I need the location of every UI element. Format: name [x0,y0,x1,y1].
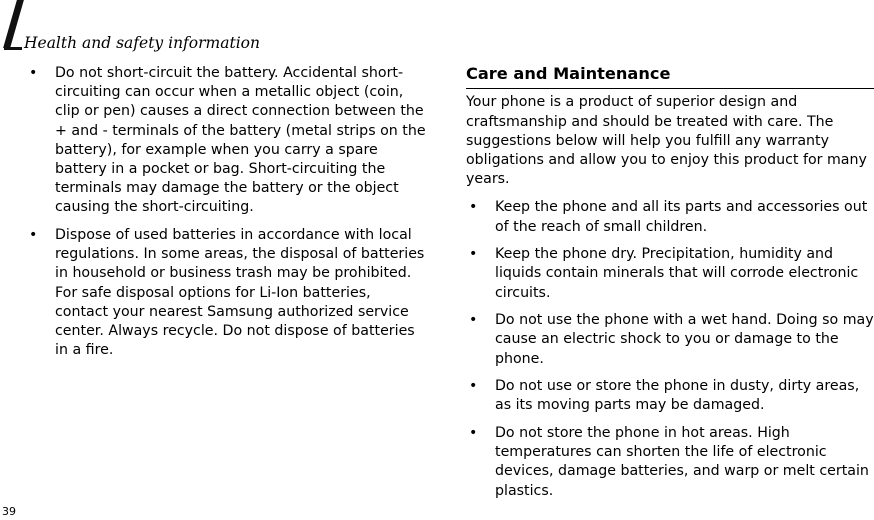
bullet-glyph: • [469,199,478,216]
bullet-glyph: • [29,227,38,244]
list-item [26,64,426,218]
list-item-text: Do not short-circuit the battery. Accidental short-circuiting can occur when a metallic object (coin, clip or pen) causes a direct connection between the + and - terminals of the battery (metal strips on the battery), for example when you carry a spare battery in a pocket or bag. Short-circuiting the terminals may damage the battery or the object causing the short-circuiting. [55,65,426,216]
section-title: Care and Maintenance [466,64,874,89]
bullet-glyph: • [29,65,38,81]
list-item [26,226,426,360]
list-item-text: Keep the phone and all its parts and accessories out of the reach of small children. [495,199,868,235]
list-item-text: Dispose of used batteries in accordance with local regulations. In some areas, the disposal of batteries in household or business trash may be prohibited. For safe disposal options for Li-Ion batteries, contact your nearest Samsung authorized service center. Always recycle. Do not dispose of batteries in a fire. [55,227,425,359]
battery-safety-list [26,64,426,360]
running-header-title: Health and safety information [24,34,260,52]
header-bar-decoration [3,0,24,48]
list-item [466,311,874,369]
list-item [466,424,874,501]
list-item-text: Keep the phone dry. Precipitation, humidity and liquids contain minerals that will corrode electronic circuits. [495,246,859,301]
bullet-glyph: • [469,246,478,263]
bullet-glyph: • [469,312,478,329]
care-maintenance-list [466,198,874,500]
page-number: 39 [2,505,16,518]
list-item [466,245,874,303]
section-intro: Your phone is a product of superior design and craftsmanship and should be treated with care. The suggestions below will help you fulfill any warranty obligations and allow you to enjoy this product for many years. [466,94,867,188]
list-item-text: Do not use or store the phone in dusty, dirty areas, as its moving parts may be damaged. [495,378,860,414]
bullet-glyph: • [469,378,478,395]
list-item-text: Do not store the phone in hot areas. High temperatures can shorten the life of electronic devices, damage batteries, and warp or melt certain plastics. [495,425,869,499]
list-item [466,377,874,415]
right-column [466,64,874,509]
header-rule-decoration [4,47,22,50]
left-column [26,64,426,369]
list-item [466,198,874,236]
bullet-glyph: • [469,425,478,441]
list-item-text: Do not use the phone with a wet hand. Doing so may cause an electric shock to you or damage to the phone. [495,312,874,367]
